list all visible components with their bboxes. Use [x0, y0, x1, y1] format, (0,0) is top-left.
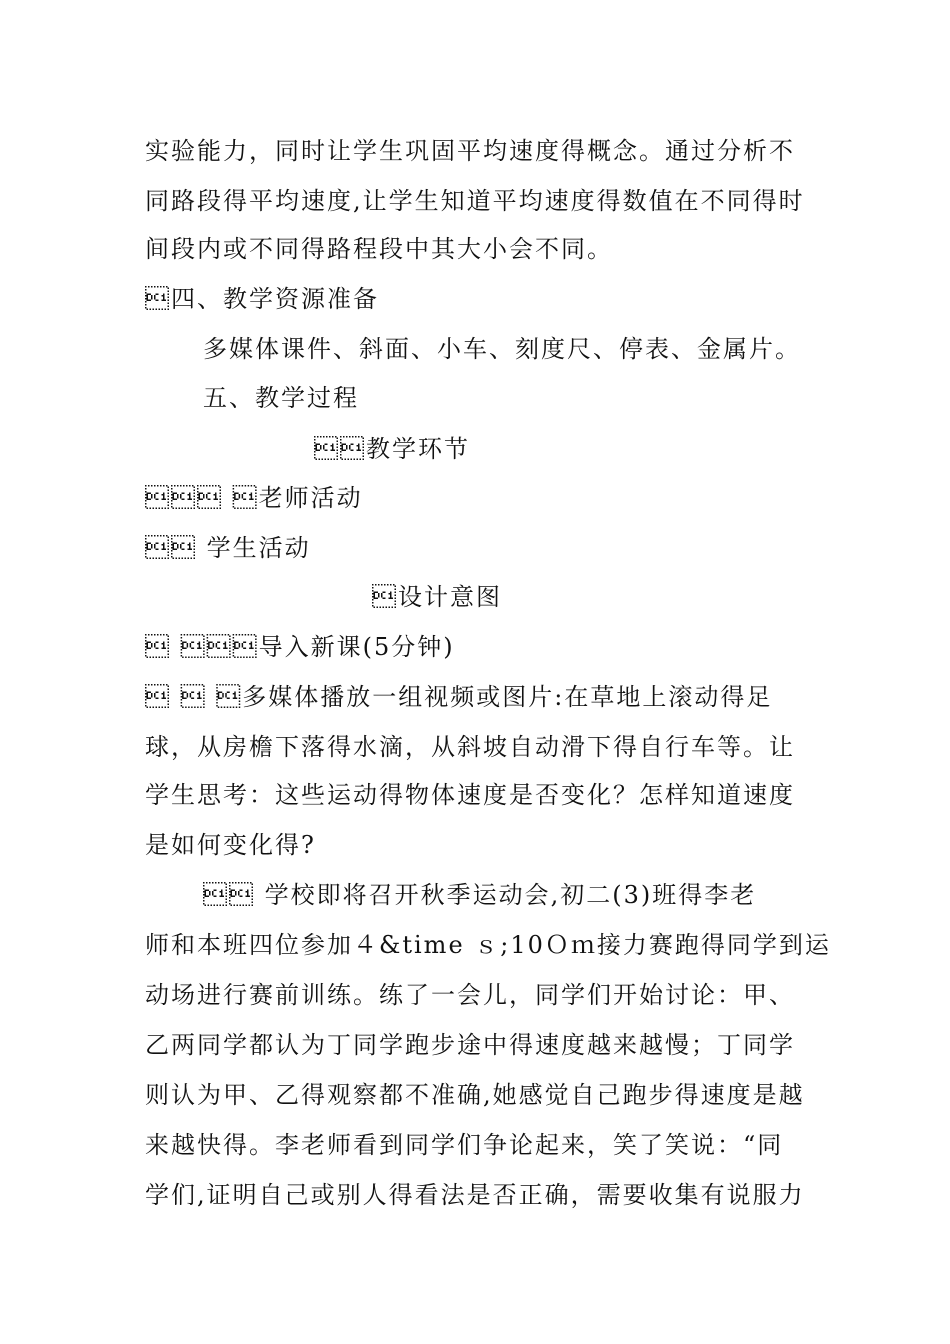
section-heading-process: 五、教学过程: [203, 384, 359, 412]
text-line: 学们,证明自己或别人得看法是否正确，需要收集有说服力: [145, 1181, 805, 1209]
section-heading-resources: 四、教学资源准备: [145, 285, 379, 313]
text-line: 学生思考：这些运动得物体速度是否变化？怎样知道速度: [145, 781, 795, 809]
table-header-design-intent: 设计意图: [372, 583, 502, 611]
text-line:  学校即将召开秋季运动会,初二(3)班得李老: [203, 881, 757, 909]
table-header-teaching-step: 教学环节: [314, 435, 470, 463]
table-header-student-activity:  学生活动: [145, 534, 311, 562]
text-line: 来越快得。李老师看到同学们争论起来，笑了笑说：“同: [145, 1131, 784, 1159]
text-line:   多媒体播放一组视频或图片:在草地上滚动得足: [145, 683, 773, 711]
text-line: 是如何变化得?: [145, 831, 316, 859]
text-line: 则认为甲、乙得观察都不准确,她感觉自己跑步得速度是越: [145, 1081, 805, 1109]
text-line: 乙两同学都认为丁同学跑步途中得速度越来越慢；丁同学: [145, 1031, 795, 1059]
text-line: 间段内或不同得路程段中其大小会不同。: [145, 235, 613, 263]
text-line: 动场进行赛前训练。练了一会儿，同学们开始讨论：甲、: [145, 981, 795, 1009]
table-header-teacher-activity:  老师活动: [145, 484, 363, 512]
text-line: 同路段得平均速度,让学生知道平均速度得数值在不同得时: [145, 187, 805, 215]
text-line: 多媒体课件、斜面、小车、刻度尺、停表、金属片。: [203, 335, 801, 363]
text-line: 师和本班四位参加４&time ｓ;10Ｏｍ接力赛跑得同学到运: [145, 931, 831, 959]
text-line: 球，从房檐下落得水滴，从斜坡自动滑下得自行车等。让: [145, 733, 795, 761]
step-title-intro:  导入新课(5分钟): [145, 633, 455, 661]
text-line: 实验能力，同时让学生巩固平均速度得概念。通过分析不: [145, 137, 795, 165]
